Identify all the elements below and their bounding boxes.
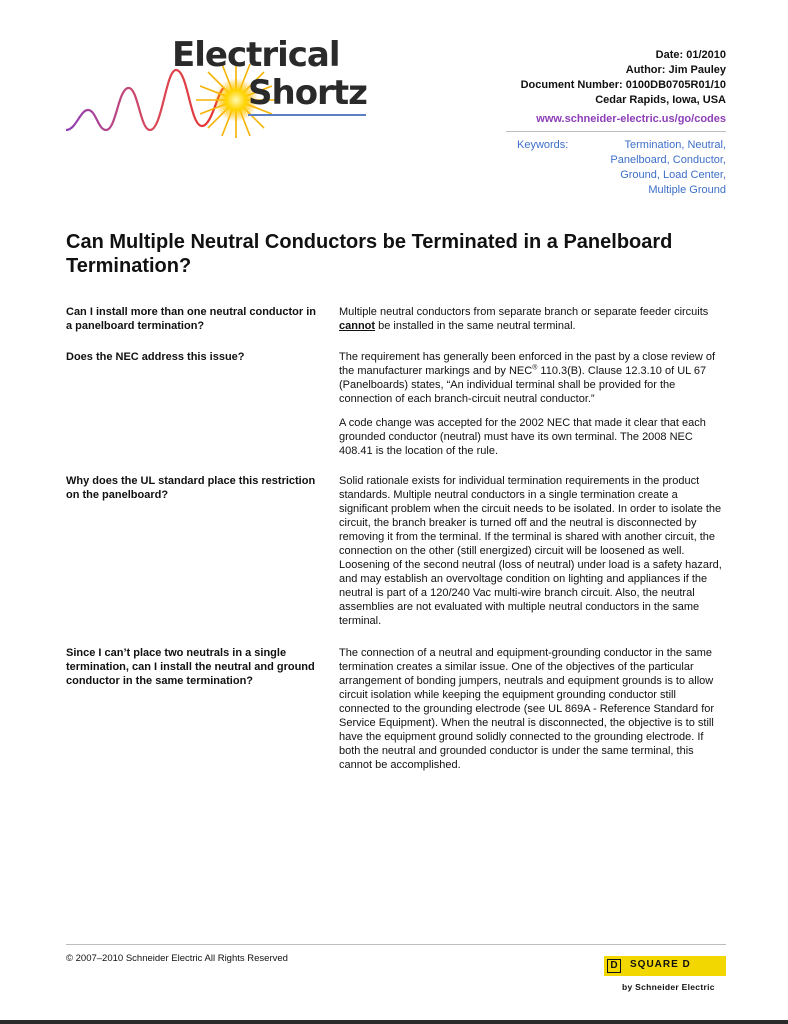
logo-word-electrical: Electrical bbox=[172, 35, 340, 75]
square-d-logo bbox=[604, 956, 726, 976]
question-2: Does the NEC address this issue? bbox=[66, 351, 245, 363]
question-3: Why does the UL standard place this restriction on the panelboard? bbox=[66, 475, 316, 501]
answer-1-text-pre: Multiple neutral conductors from separate branch or separate feeder circuits bbox=[339, 306, 709, 318]
logo-word-shortz: Shortz bbox=[248, 73, 367, 113]
square-d-box-icon: D bbox=[607, 959, 621, 973]
document-number-line: Document Number: 0100DB0705R01/10 bbox=[520, 79, 726, 91]
keyword-line: Termination, Neutral, bbox=[624, 139, 726, 151]
answer-2 bbox=[339, 350, 725, 468]
answer-1 bbox=[339, 305, 725, 343]
keyword-line: Panelboard, Conductor, bbox=[610, 154, 726, 166]
answer-4-text: The connection of a neutral and equipment-grounding conductor in the same termination creates a similar issue. One of the objectives of the particular arrangement of bonding jumpers, neutrals and equipment grounds is to allow circuit isolation while keeping the equipment grounding conductor still connected to the grounding electrode (see UL 869A - Reference Standard for Service Equipment). When the neutral is disconnected, the objective is to still have the equipment ground solidly connected to the grounding electrode. If both the neutral and grounded conductor is under the same terminal, this cannot be accomplished. bbox=[339, 647, 715, 771]
logo-underline bbox=[248, 114, 366, 116]
keyword-line: Multiple Ground bbox=[648, 184, 726, 196]
location-line: Cedar Rapids, Iowa, USA bbox=[595, 94, 726, 106]
keywords-label: Keywords: bbox=[517, 139, 569, 151]
answer-2-p1-pre: The requirement has generally been enforced in the past by a close review of the manufacturer markings and by NEC bbox=[339, 351, 716, 377]
answer-3-text: Solid rationale exists for individual termination requirements in the product standards. Multiple neutral conductors in a single termination create a significant problem when the circuit needs to be isolated. In order to isolate the circuit, the branch breaker is turned off and the neutral is disconnected by removing it from the terminal. If the terminal is shared with another circuit, the connection on the other (still energized) circuit will be loosened as well. Loosening of the second neutral (loss of neutral) under load is a safety hazard, and may establish an overvoltage condition on lighting and appliances if the neutral is part of a 120/240 Vac multi-wire branch circuit. Also, the neutral assemblies are not evaluated with multiple neutral conductors in the same terminal. bbox=[339, 475, 722, 627]
copyright-notice: © 2007–2010 Schneider Electric All Rights Reserved bbox=[66, 953, 288, 964]
document-metadata bbox=[521, 48, 726, 127]
answer-3 bbox=[339, 474, 725, 638]
page-bottom-edge bbox=[0, 1020, 788, 1024]
question-4: Since I can’t place two neutrals in a single termination, can I install the neutral and ground conductor in the same termination? bbox=[66, 647, 315, 687]
keyword-line: Ground, Load Center, bbox=[620, 169, 726, 181]
keywords-values bbox=[596, 138, 726, 198]
metadata-divider bbox=[506, 131, 726, 132]
answer-2-p2: A code change was accepted for the 2002 NEC that made it clear that each grounded conductor (neutral) must have its own terminal. The 2008 NEC 408.41 is the location of the rule. bbox=[339, 417, 706, 457]
author-line: Author: Jim Pauley bbox=[625, 64, 726, 76]
footer-divider bbox=[66, 944, 726, 945]
answer-1-emphasis: cannot bbox=[339, 320, 376, 332]
question-1: Can I install more than one neutral conductor in a panelboard termination? bbox=[66, 306, 316, 332]
square-d-name: SQUARE D bbox=[630, 959, 691, 970]
answer-1-text-post: be installed in the same neutral terminal. bbox=[375, 320, 576, 332]
answer-2-p1-post: 110.3(B). Clause 12.3.10 of UL 67 (Panelboards) states, “An individual terminal shall be provided for the connection of each branch-circuit neutral conductor.” bbox=[339, 365, 707, 405]
answer-4 bbox=[339, 646, 725, 782]
electrical-shortz-logo bbox=[66, 30, 386, 140]
page-title: Can Multiple Neutral Conductors be Terminated in a Panelboard Termination? bbox=[66, 231, 673, 277]
website-link[interactable]: www.schneider-electric.us/go/codes bbox=[536, 113, 726, 125]
date-line: Date: 01/2010 bbox=[655, 49, 726, 61]
registered-mark: ® bbox=[532, 364, 538, 372]
schneider-electric-tagline: by Schneider Electric bbox=[622, 982, 715, 992]
